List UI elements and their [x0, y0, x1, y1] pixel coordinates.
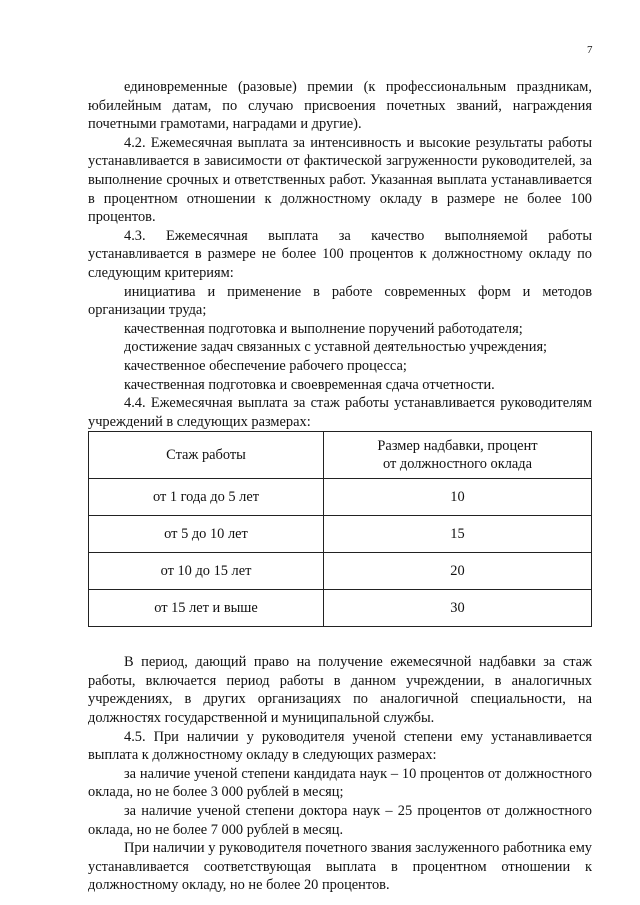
- header-bonus: [324, 432, 592, 479]
- paragraph-4-2: 4.2. Ежемесячная выплата за интенсивность и высокие результаты работы устанавливается в зависимости от фактической загруженности руководителей, за выполнение срочных и ответственных работ. Указанная выплата устанавливается в процентном отношении к должностному окладу в размере не более 100 процентов.: [88, 134, 592, 226]
- table-row: [89, 590, 592, 627]
- paragraph-4-4: 4.4. Ежемесячная выплата за стаж работы устанавливается руководителям учреждений в следующих размерах:: [88, 395, 592, 430]
- paragraph-honorary-title: При наличии у руководителя почетного звания заслуженного работника ему устанавливается соответствующая выплата в процентном отношении к должностному окладу, но не более 20 процентов.: [88, 840, 592, 894]
- header-experience: Стаж работы: [89, 432, 324, 479]
- paragraph-4-3: 4.3. Ежемесячная выплата за качество выполняемой работы устанавливается в размере не более 100 процентов к должностному окладу по следующим критериям:: [88, 227, 592, 281]
- cell-period: от 1 года до 5 лет: [89, 479, 324, 516]
- criterion-item: достижение задач связанных с уставной деятельностью учреждения;: [124, 339, 548, 356]
- degree-doctor: за наличие ученой степени доктора наук – 25 процентов от должностного оклада, но не более 7 000 рублей в месяц.: [88, 803, 592, 838]
- cell-period: от 10 до 15 лет: [89, 553, 324, 590]
- cell-percent: 15: [324, 516, 592, 553]
- criterion-item: качественное обеспечение рабочего процесса;: [124, 357, 407, 374]
- document-body: [88, 78, 592, 895]
- table-row: [89, 479, 592, 516]
- cell-period: от 5 до 10 лет: [89, 516, 324, 553]
- table-row: [89, 516, 592, 553]
- header-bonus-line2: от должностного оклада: [383, 456, 532, 473]
- paragraph-seniority-period: В период, дающий право на получение ежемесячной надбавки за стаж работы, включается период работы в данном учреждении, в аналогичных учреждениях, в других организациях по аналогичной специальности, на должностях государственной и муниципальной службы.: [88, 654, 592, 727]
- table-header-row: [89, 432, 592, 479]
- cell-percent: 30: [324, 590, 592, 627]
- cell-period: от 15 лет и выше: [89, 590, 324, 627]
- spacer: [88, 627, 592, 653]
- criterion-item: качественная подготовка и своевременная сдача отчетности.: [124, 376, 495, 393]
- criterion-item: инициатива и применение в работе современных форм и методов организации труда;: [88, 283, 592, 319]
- paragraph-bonus-types: единовременные (разовые) премии (к профессиональным праздникам, юбилейным датам, по случаю присвоения почетных званий, награждения почетными грамотами, наградами и другие).: [88, 79, 592, 133]
- table-row: [89, 553, 592, 590]
- criterion-item: качественная подготовка и выполнение поручений работодателя;: [124, 320, 523, 337]
- cell-percent: 20: [324, 553, 592, 590]
- cell-percent: 10: [324, 479, 592, 516]
- header-bonus-line1: Размер надбавки, процент: [377, 437, 538, 454]
- paragraph-4-5: 4.5. При наличии у руководителя ученой степени ему устанавливается выплата к должностному окладу в следующих размерах:: [88, 728, 592, 764]
- degree-candidate: за наличие ученой степени кандидата наук – 10 процентов от должностного оклада, но не более 3 000 рублей в месяц;: [88, 765, 592, 801]
- page-number: 7: [587, 44, 593, 56]
- seniority-table: [88, 431, 592, 627]
